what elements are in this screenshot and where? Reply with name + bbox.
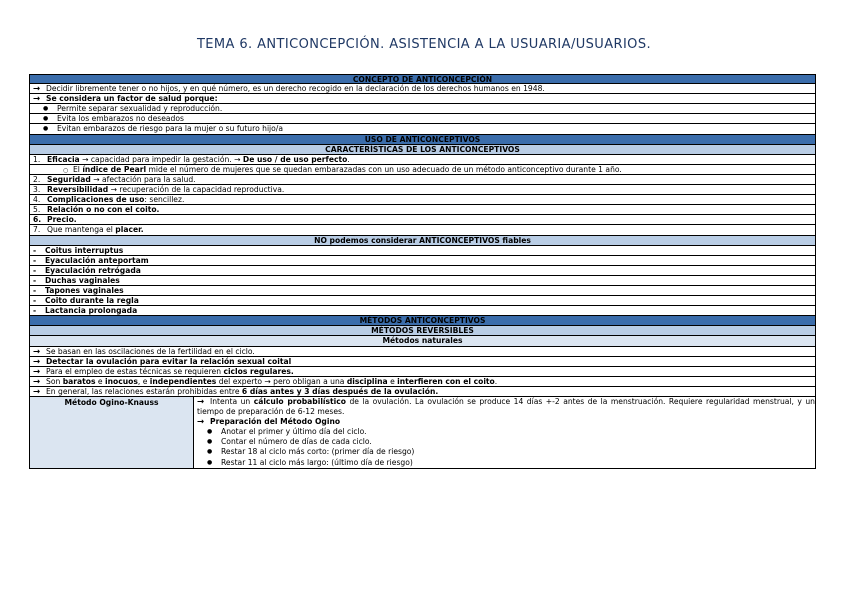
bullet-icon: ● (207, 438, 213, 446)
arrow-icon: → (33, 366, 41, 377)
bullet-icon: ● (43, 115, 49, 123)
list-item: 2. Seguridad → afectación para la salud. (29, 175, 816, 185)
metodos-line: → Para el empleo de estas técnicas se requieren ciclos regulares. (29, 367, 816, 377)
arrow-icon: → (197, 417, 205, 428)
list-item: - Eyaculación anteportam (29, 256, 816, 266)
section-subheader-naturales: Métodos naturales (29, 336, 816, 346)
ogino-bullet: ● Contar el número de días de cada ciclo. (197, 437, 815, 447)
ogino-bullet: ● Restar 18 al ciclo más corto: (primer día de riesgo) (197, 447, 815, 457)
arrow-icon: → (33, 386, 41, 397)
metodos-line: → Son baratos e inocuos, e independientes del experto → pero obligan a una disciplina e interfieren con el coito. (29, 377, 816, 387)
ogino-bullet: ● Anotar el primer y último día del ciclo. (197, 427, 815, 437)
arrow-icon: → (197, 397, 205, 407)
list-item: - Coitus interruptus (29, 246, 816, 256)
circle-bullet-icon: ○ (63, 166, 69, 174)
bullet-icon: ● (207, 448, 213, 456)
list-item: - Tapones vaginales (29, 286, 816, 296)
bullet-icon: ● (43, 125, 49, 133)
ogino-row (29, 397, 816, 469)
bullet-icon: ● (43, 105, 49, 113)
ogino-label: Método Ogino-Knauss (30, 397, 194, 468)
list-item: 3. Reversibilidad → recuperación de la capacidad reproductiva. (29, 185, 816, 195)
bullet-icon: ● (207, 458, 213, 466)
list-item: - Eyaculación retrógada (29, 266, 816, 276)
concepto-line-1: → Decidir libremente tener o no hijos, y en qué número, es un derecho recogido en la declaración de los derechos humanos en 1948. (29, 84, 816, 94)
arrow-icon: → (33, 376, 41, 387)
list-item: 6. Precio. (29, 215, 816, 225)
section-header-concepto: CONCEPTO DE ANTICONCEPCIÓN (29, 74, 816, 84)
list-item: 5. Relación o no con el coito. (29, 205, 816, 215)
arrow-icon: → (33, 84, 41, 95)
list-item: 7. Que mantenga el placer. (29, 225, 816, 235)
metodos-line: → Se basan en las oscilaciones de la fertilidad en el ciclo. (29, 347, 816, 357)
list-item: - Coito durante la regla (29, 296, 816, 306)
arrow-icon: → (33, 94, 41, 105)
section-subheader-caracteristicas: CARACTERÍSTICAS DE LOS ANTICONCEPTIVOS (29, 145, 816, 155)
section-header-metodos: MÉTODOS ANTICONCEPTIVOS (29, 316, 816, 326)
list-subitem: ○ El índice de Pearl mide el número de mujeres que se quedan embarazadas con un uso adecuado de un método anticonceptivo durante 1 año. (29, 165, 816, 175)
arrow-icon: → (33, 346, 41, 357)
section-subheader-reversibles: MÉTODOS REVERSIBLES (29, 326, 816, 336)
ogino-description: → Intenta un cálculo probabilístico de la ovulación. La ovulación se produce 14 días +-2 antes de la menstruación. Requiere regularidad menstrual, y un tiempo de preparación de 6-12 meses. (197, 397, 815, 417)
section-subheader-no-fiables: NO podemos considerar ANTICONCEPTIVOS fiables (29, 236, 816, 246)
metodos-line: → En general, las relaciones estarán prohibidas entre 6 días antes y 3 días después de la ovulación. (29, 387, 816, 397)
list-item: 4. Complicaciones de uso: sencillez. (29, 195, 816, 205)
bullet-icon: ● (207, 428, 213, 436)
list-item: 1. Eficacia → capacidad para impedir la gestación. → De uso / de uso perfecto. (29, 155, 816, 165)
concepto-bullet: ● Evitan embarazos de riesgo para la mujer o su futuro hijo/a (29, 124, 816, 134)
metodos-line: → Detectar la ovulación para evitar la relación sexual coital (29, 357, 816, 367)
concepto-bullet: ● Permite separar sexualidad y reproducción. (29, 104, 816, 114)
concepto-line-2: → Se considera un factor de salud porque: (29, 94, 816, 104)
ogino-bullet: ● Restar 11 al ciclo más largo: (último día de riesgo) (197, 458, 815, 468)
page-title: TEMA 6. ANTICONCEPCIÓN. ASISTENCIA A LA USUARIA/USUARIOS. (196, 37, 652, 52)
section-header-uso: USO DE ANTICONCEPTIVOS (29, 135, 816, 145)
ogino-content (194, 397, 815, 468)
arrow-icon: → (33, 356, 41, 367)
list-item: - Lactancia prolongada (29, 306, 816, 316)
ogino-preparacion: → Preparación del Método Ogino (197, 417, 341, 428)
concepto-bullet: ● Evita los embarazos no deseados (29, 114, 816, 124)
list-item: - Duchas vaginales (29, 276, 816, 286)
document-table (29, 74, 816, 469)
